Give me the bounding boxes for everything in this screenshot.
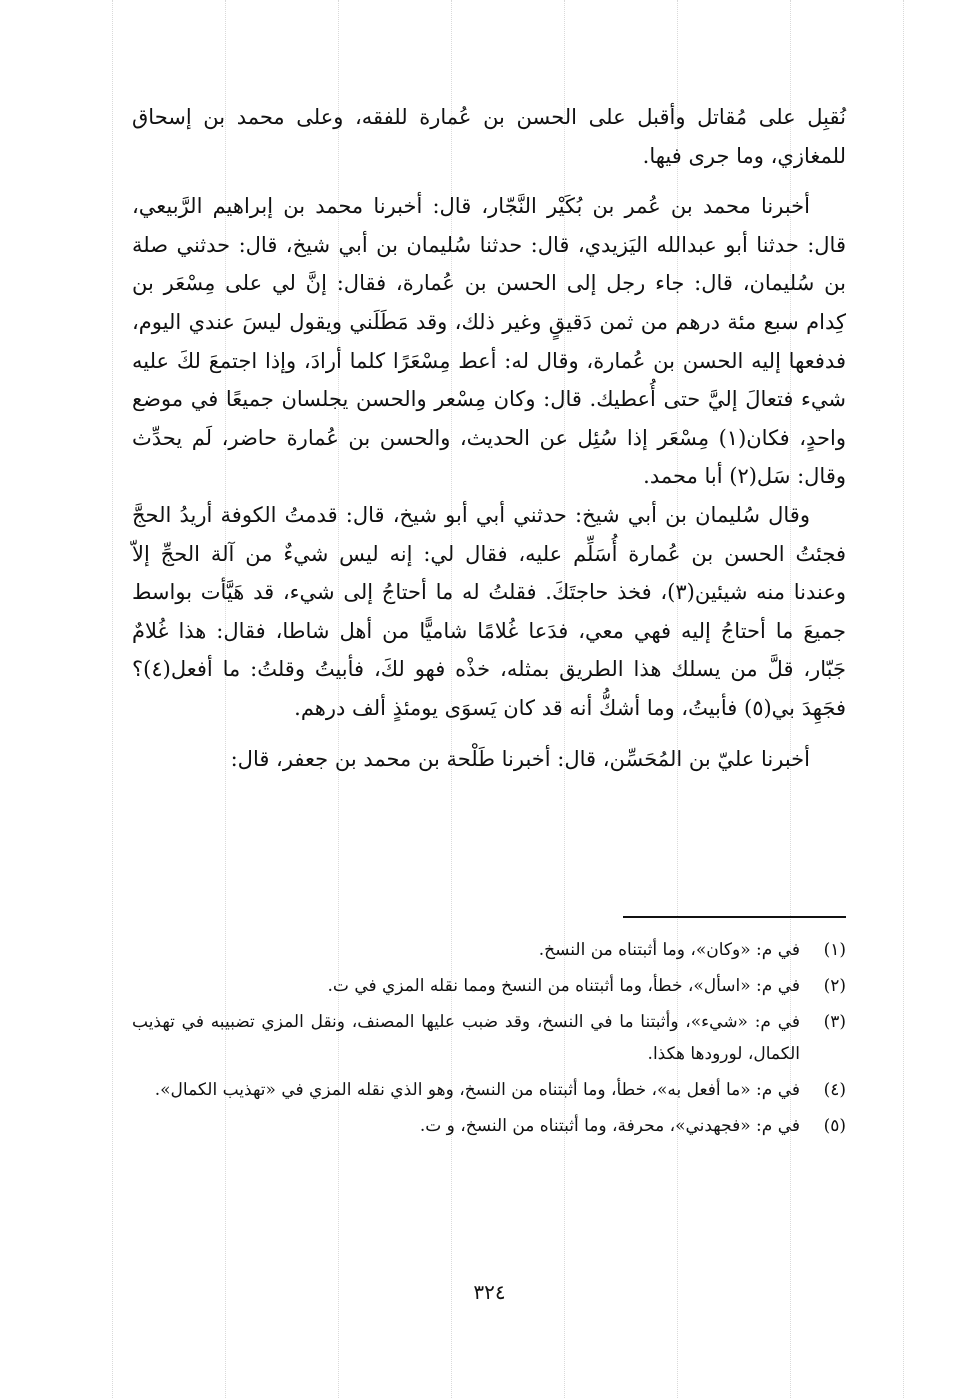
footnote-item bbox=[132, 970, 846, 1002]
footnote-text: في م: «ما أفعل به»، خطأ، وما أثبتناه من النسخ، وهو الذي نقله المزي في «تهذيب الكمال». bbox=[154, 1080, 800, 1100]
main-text bbox=[132, 98, 846, 778]
footnotes bbox=[132, 934, 846, 1146]
footnote-item bbox=[132, 934, 846, 966]
scan-guide-line bbox=[112, 0, 113, 1398]
footnote-number: (٢) bbox=[823, 976, 846, 996]
footnote-number: (٣) bbox=[823, 1012, 846, 1032]
footnote-item bbox=[132, 1006, 846, 1070]
footnote-text: في م: «فجهدني»، محرفة، وما أثبتناه من النسخ، و ت. bbox=[419, 1116, 800, 1136]
footnote-number: (١) bbox=[823, 940, 846, 960]
footnote-text: في م: «وكان»، وما أثبتناه من النسخ. bbox=[538, 940, 800, 960]
footnote-number: (٤) bbox=[823, 1080, 846, 1100]
paragraph-narration-1: أخبرنا محمد بن عُمر بن بُكَيْر النَّجّار، قال: أخبرنا محمد بن إبراهيم الرَّبيعي، قال: حدثنا أبو عبدالله اليَزيدي، قال: حدثنا سُليمان بن أبي شيخ، قال: حدثني صلة بن سُليمان، قال: جاء رجل إلى الحسن بن عُمارة، فقال: إنَّ لي على مِسْعَر بن كِدام سبع مئة درهم من ثمن دَقيقٍ وغير ذلك، وقد مَطَلَني ويقول ليسَ عندي اليوم، فدفعها إليه الحسن بن عُمارة، وقال له: أعط مِسْعَرًا كلما أرادَ، وإذا اجتمعَ لكَ عليه شيء فتعالَ إليَّ حتى أُعطيك. قال: وكان مِسْعر والحسن يجلسان جميعًا في موضع واحدٍ، فكان(١) مِسْعَر إذا سُئِل عن الحديث، والحسن بن عُمارة حاضر، لَم يحدِّث وقال: سَل(٢) أبا محمد. bbox=[132, 194, 846, 489]
footnote-item bbox=[132, 1110, 846, 1142]
footnote-text: في م: «شيء»، وأثبتنا ما في النسخ، وقد ضبب عليها المصنف، ونقل المزي تضبيبه في تهذيب الكمال، لورودها هكذا. bbox=[132, 1012, 800, 1064]
paragraph-narration-3: أخبرنا عليّ بن المُحَسِّن، قال: أخبرنا طَلْحة بن محمد بن جعفر، قال: bbox=[230, 746, 810, 771]
scan-guide-line bbox=[903, 0, 904, 1398]
paragraph-continuation: نُقبِل على مُقاتل وأقبل على الحسن بن عُمارة للفقه، وعلى محمد بن إسحاق للمغازي، وما جرى فيها. bbox=[132, 105, 846, 168]
footnote-separator bbox=[623, 916, 846, 918]
footnote-item bbox=[132, 1074, 846, 1106]
footnote-text: في م: «اسأل»، خطأ، وما أثبتناه من النسخ ومما نقله المزي في ت. bbox=[327, 976, 800, 996]
footnote-number: (٥) bbox=[823, 1116, 846, 1136]
page-number: ٣٢٤ bbox=[473, 1280, 506, 1304]
paragraph-narration-2: وقال سُليمان بن أبي شيخ: حدثني أبي أبو شيخ، قال: قدمتُ الكوفة أريدُ الحجَّ فجئتُ الحسن بن عُمارة أُسَلِّم عليه، فقال لي: إنه ليس شيءٌ من آلة الحجِّ إلاّ وعندنا منه شيئين(٣)، فخذ حاجتَكَ. فقلتُ له ما أحتاجُ إلى شيء، قد هَيَّأت بواسط جميعَ ما أحتاجُ إليه فهي معي، فدَعا غُلامًا شاميًّا من أهل شاطا، فقال: هذا غُلامٌ جَبّار، قلَّ من يسلك هذا الطريق بمثله، خذْه فهو لكَ، فأبيتُ وقلتُ: ما أفعل(٤)؟ فجَهِدَ بي(٥) فأبيتُ، وما أشكُّ أنه قد كان يَسوَى يومئذٍ ألف درهم. bbox=[132, 502, 846, 720]
